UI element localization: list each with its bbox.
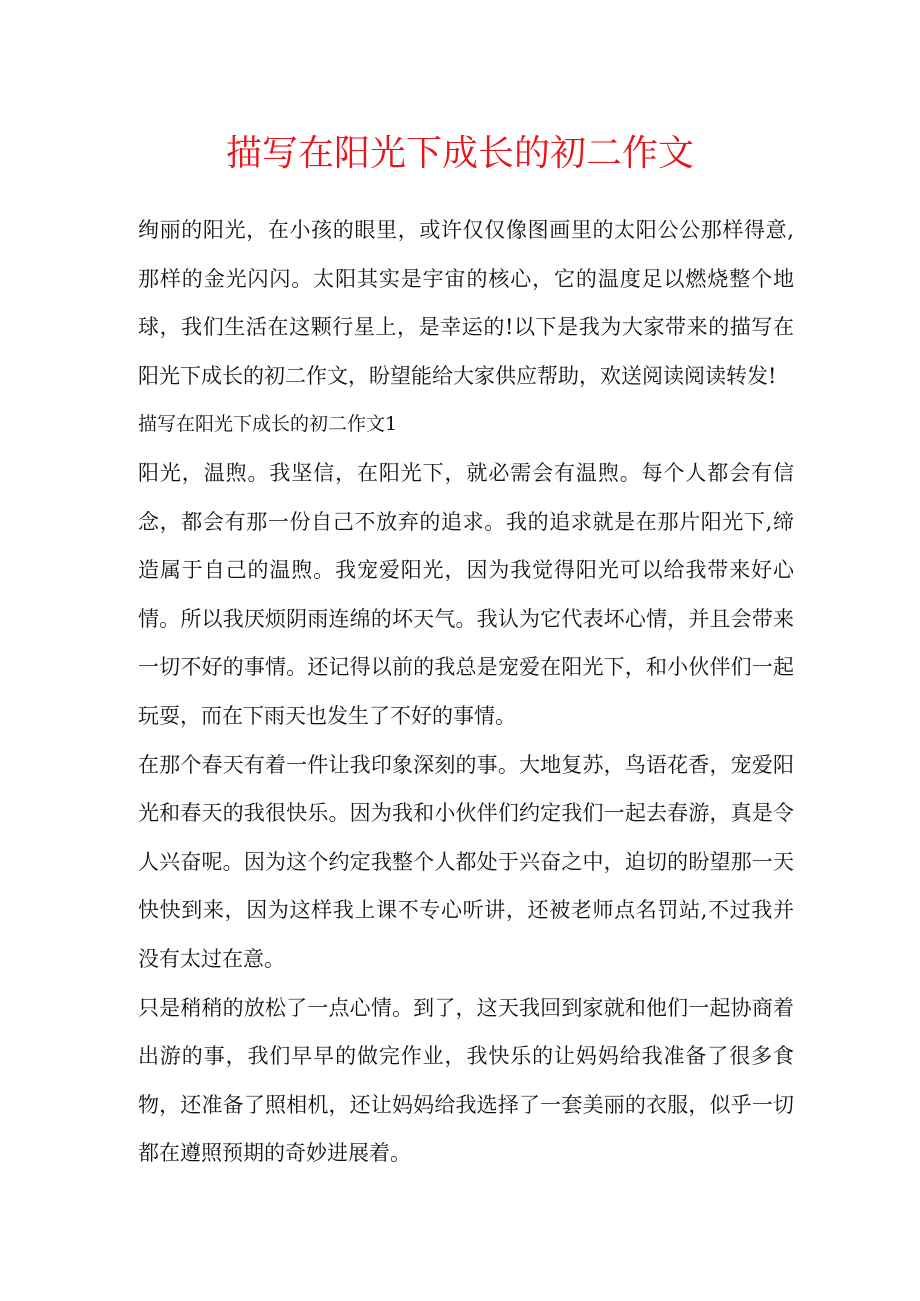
body-paragraph-2: 在那个春天有着一件让我印象深刻的事。大地复苏，鸟语花香，宠爱阳光和春天的我很快乐。因为我和小伙伴们约定我们一起去春游，真是令人兴奋呢。因为这个约定我整个人都处于兴奋之中，迫切的盼望那一天快快到来，因为这样我上课不专心听讲，还被老师点名罚站,不过我并没有太过在意。 <box>138 752 794 971</box>
document-title: 描写在阳光下成长的初二作文 <box>225 133 694 174</box>
body-paragraph-3: 只是稍稍的放松了一点心情。到了，这天我回到家就和他们一起协商着出游的事，我们早早的做完作业，我快乐的让妈妈给我准备了很多食物，还准备了照相机，还让妈妈给我选择了一套美丽的衣服，似乎一切都在遵照预期的奇妙进展着。 <box>138 995 794 1166</box>
document-body <box>138 206 794 1178</box>
section-heading: 描写在阳光下成长的初二作文1 <box>138 413 398 436</box>
intro-paragraph: 绚丽的阳光，在小孩的眼里，或许仅仅像图画里的太阳公公那样得意,那样的金光闪闪。太阳其实是宇宙的核心，它的温度足以燃烧整个地球，我们生活在这颗行星上，是幸运的!以下是我为大家带来的描写在阳光下成长的初二作文，盼望能给大家供应帮助，欢送阅读阅读转发! <box>138 218 794 388</box>
body-paragraph-1: 阳光，温煦。我坚信，在阳光下，就必需会有温煦。每个人都会有信念，都会有那一份自己不放弃的追求。我的追求就是在那片阳光下,缔造属于自己的温煦。我宠爱阳光，因为我觉得阳光可以给我带来好心情。所以我厌烦阴雨连绵的坏天气。我认为它代表坏心情，并且会带来一切不好的事情。还记得以前的我总是宠爱在阳光下，和小伙伴们一起玩耍，而在下雨天也发生了不好的事情。 <box>138 460 794 728</box>
